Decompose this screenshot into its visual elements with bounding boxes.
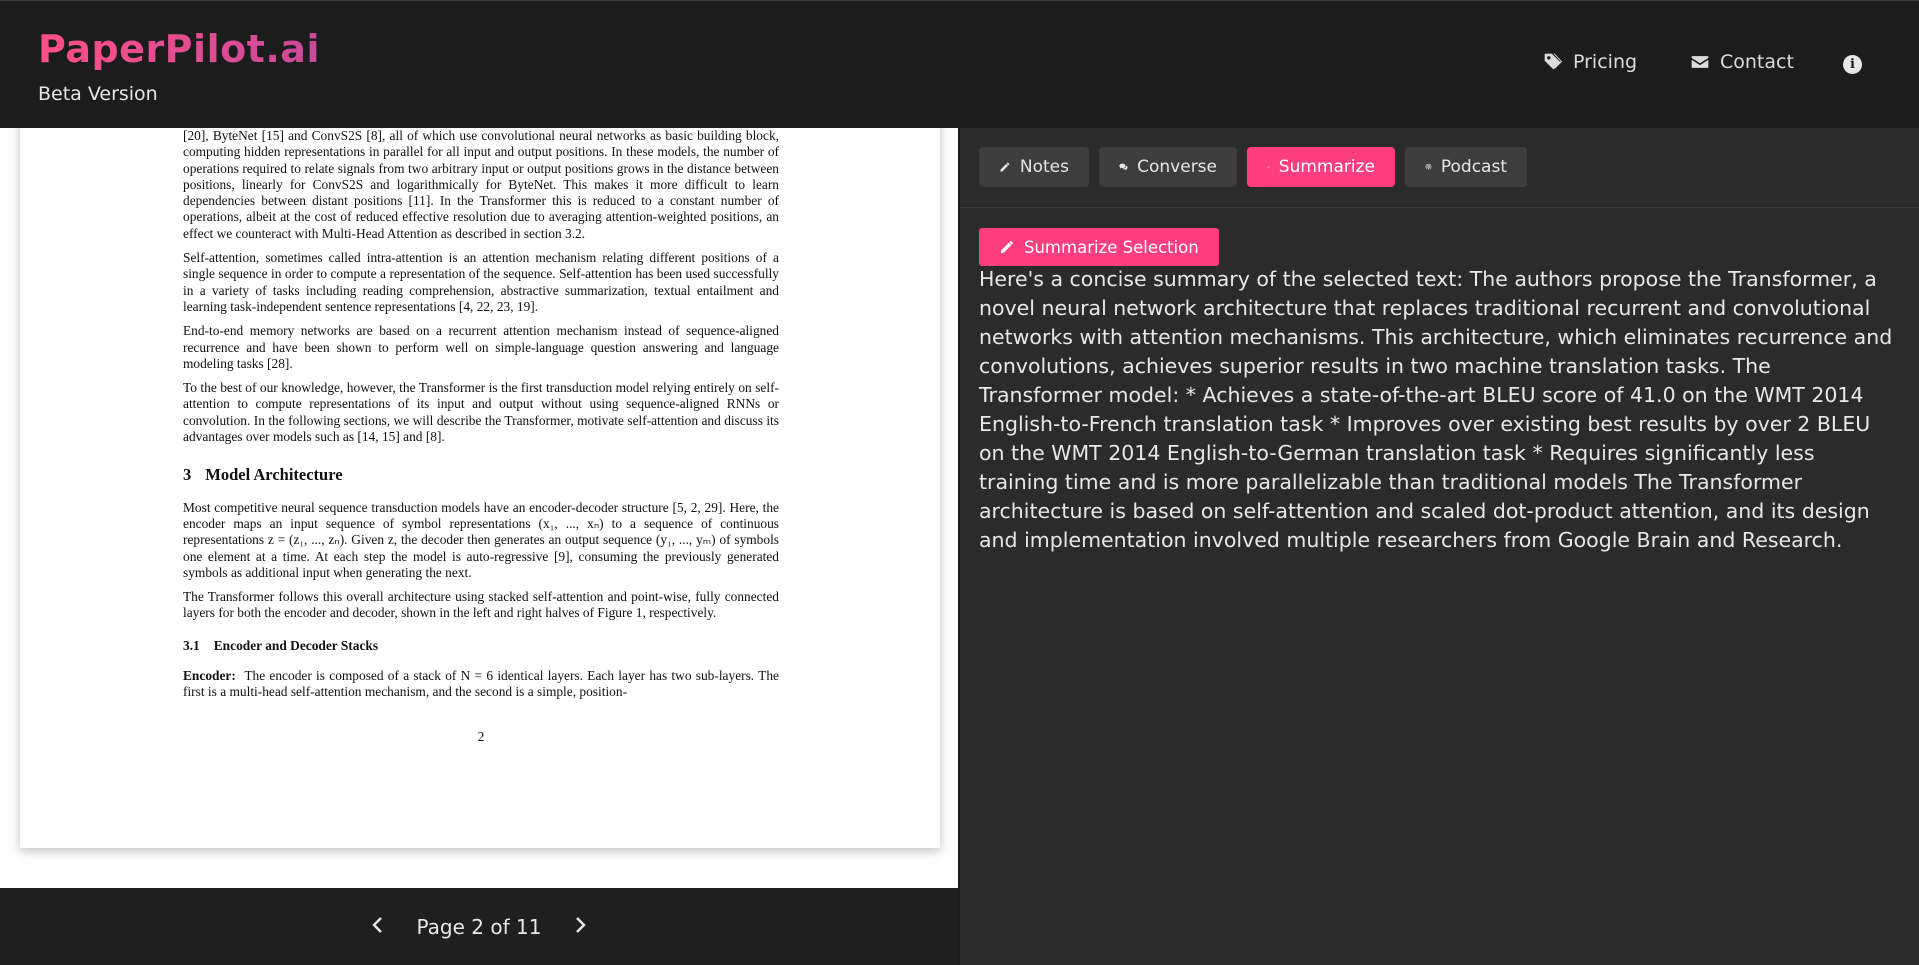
brand-logo[interactable]: PaperPilot.ai [38, 27, 320, 71]
section-number: 3 [183, 465, 192, 485]
page-indicator: Page 2 of 11 [416, 914, 542, 939]
nav-pricing-link[interactable] [1543, 51, 1637, 73]
pdf-page [20, 128, 940, 848]
tab-bar [960, 128, 1919, 208]
tag-icon [1543, 52, 1563, 72]
chevron-right-icon[interactable] [571, 915, 591, 939]
nav-contact-link[interactable] [1690, 51, 1794, 73]
subsection-heading [183, 638, 779, 654]
envelope-icon [1690, 52, 1710, 72]
section-heading [183, 467, 779, 483]
beta-tagline: Beta Version [38, 83, 158, 105]
tab-converse-label: Converse [1137, 157, 1217, 177]
podcast-icon [1425, 158, 1432, 176]
paragraph: Self-attention, sometimes called intra-attention is an attention mechanism relating different positions of a single sequence in order to compute a representation of the sequence. Self-attention has been used successfully in a variety of tasks including reading comprehension, abstractive summarization, textual entailment and learning task-independent sentence representations [4, 22, 23, 19]. [183, 250, 779, 314]
pencil-icon [999, 158, 1011, 176]
paragraph: Most competitive neural sequence transduction models have an encoder-decoder structure [5, 2, 29]. Here, the encoder maps an input sequence of symbol representations (x₁, ..., xₙ) to a sequence of continuous representations z = (z₁, ..., zₙ). Given z, the decoder then generates an output sequence (y₁, ..., yₘ) of symbols one element at a time. At each step the model is auto-regressive [9], consuming the previously generated symbols as additional input when generating the next. [183, 499, 779, 580]
paragraph: The Transformer follows this overall architecture using stacked self-attention and point-wise, fully connected layers for both the encoder and decoder, shown in the left and right halves of Figure 1, respectively. [183, 589, 779, 621]
subsection-title: Encoder and Decoder Stacks [213, 637, 379, 653]
comments-icon [1119, 158, 1128, 176]
assistant-panel [960, 128, 1919, 965]
compress-icon [1267, 158, 1270, 176]
chevron-left-icon[interactable] [367, 915, 387, 939]
tab-podcast-label: Podcast [1440, 157, 1507, 177]
page-navigation [0, 888, 958, 965]
nav-pricing-label: Pricing [1573, 51, 1638, 73]
info-icon[interactable]: i [1843, 55, 1862, 74]
page-number: 2 [477, 728, 485, 744]
tab-notes-label: Notes [1019, 157, 1069, 177]
pencil-icon [999, 239, 1015, 255]
nav-contact-label: Contact [1720, 51, 1794, 73]
summary-text: Here's a concise summary of the selected text: The authors propose the Transformer, a novel neural network architecture that replaces traditional recurrent and convolutional networks with attention mechanisms. This architecture, which eliminates recurrence and convolutions, achieves superior results in two machine translation tasks. The Transformer model: * Achieves a state-of-the-art BLEU score of 41.0 on the WMT 2014 English-to-French translation task * Improves over existing best results by over 2 BLEU on the WMT 2014 English-to-German translation task * Requires significantly less training time and is more parallelizable than traditional models The Transformer architecture is based on self-attention and scaled dot-product attention, and its design and implementation involved multiple researchers from Google Brain and Research. [979, 267, 1893, 552]
tab-podcast[interactable] [1405, 147, 1527, 187]
pdf-viewer[interactable] [0, 128, 958, 888]
encoder-text: The encoder is composed of a stack of N = 6 identical layers. Each layer has two sub-layers. The first is a multi-head self-attention mechanism, and the second is a simple, position- [183, 668, 779, 700]
paragraph [183, 668, 779, 701]
summarize-selection-label: Summarize Selection [1024, 237, 1199, 257]
tab-summarize-label: Summarize [1278, 157, 1375, 177]
paragraph: [20], ByteNet [15] and ConvS2S [8], all of which use convolutional neural networks as basic building block, computing hidden representations in parallel for all input and output positions. In these models, the number of operations required to relate signals from two arbitrary input or output positions grows in the distance between positions, linearly for ConvS2S and logarithmically for ByteNet. This makes it more difficult to learn dependencies between distant positions [11]. In the Transformer this is reduced to a constant number of operations, albeit at the cost of reduced effective resolution due to averaging attention-weighted positions, an effect we counteract with Multi-Head Attention as described in section 3.2. [183, 128, 779, 241]
app-header [0, 0, 1919, 128]
paragraph: End-to-end memory networks are based on a recurrent attention mechanism instead of sequence-aligned recurrence and have been shown to perform well on simple-language question answering and language modeling tasks [28]. [183, 323, 779, 371]
paragraph: To the best of our knowledge, however, the Transformer is the first transduction model relying entirely on self-attention to compute representations of its input and output without using sequence-aligned RNNs or convolution. In the following sections, we will describe the Transformer, motivate self-attention and discuss its advantages over models such as [14, 15] and [8]. [183, 380, 779, 445]
paper-text [183, 128, 779, 745]
tab-summarize[interactable] [1247, 147, 1395, 187]
section-title: Model Architecture [205, 465, 343, 485]
summarize-selection-button[interactable] [979, 228, 1219, 266]
subsection-number: 3.1 [183, 637, 200, 653]
encoder-label: Encoder: [183, 668, 236, 684]
tab-notes[interactable] [979, 147, 1089, 187]
tab-converse[interactable] [1099, 147, 1237, 187]
